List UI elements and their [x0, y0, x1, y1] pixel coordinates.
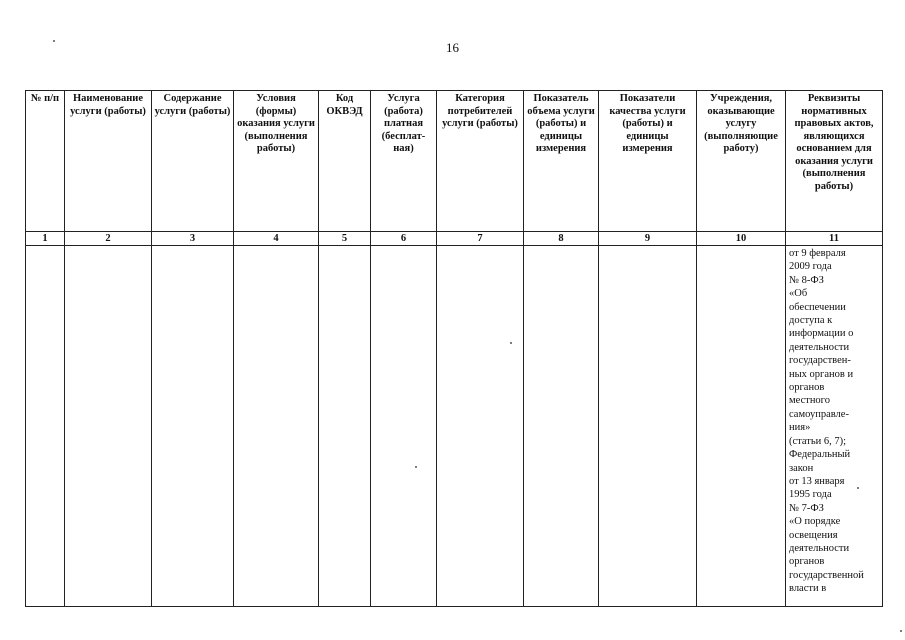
- legal-basis-line: Федеральный: [789, 449, 851, 461]
- legal-basis-line: от 9 февраля: [789, 248, 846, 259]
- legal-basis-line: информации о: [789, 328, 854, 340]
- header-conditions: Условия (формы) оказания услуги (выполнения работы): [234, 91, 319, 232]
- legal-basis-cell: [786, 246, 883, 607]
- legal-basis-line: государствен-: [789, 355, 851, 367]
- legal-basis-line: деятельности: [789, 542, 850, 554]
- legal-basis-line: № 8-ФЗ: [789, 274, 824, 286]
- legal-basis-line: ния»: [789, 422, 811, 434]
- scan-speck: [900, 630, 902, 632]
- legal-basis-line: от 13 января: [789, 475, 845, 487]
- column-number: 1: [26, 232, 65, 246]
- legal-basis-line: освещения: [789, 529, 838, 541]
- header-okved-code: Код ОКВЭД: [319, 91, 371, 232]
- header-number: № п/п: [26, 91, 65, 232]
- legal-basis-line: 2009 года: [789, 261, 832, 273]
- legal-basis-line: органов: [789, 382, 825, 394]
- header-legal-acts: Реквизиты нормативных правовых актов, являющихся основанием для оказания услуги (выполнения работы): [786, 91, 883, 232]
- header-institutions: Учреждения, оказывающие услугу (выполняющие работу): [697, 91, 786, 232]
- legal-basis-line: № 7-ФЗ: [789, 502, 824, 514]
- legal-basis-line: местного: [789, 395, 830, 407]
- table-cell: [319, 246, 371, 607]
- page-number: 16: [446, 40, 459, 55]
- column-number: 10: [697, 232, 786, 246]
- legal-basis-line: доступа к: [789, 315, 833, 327]
- legal-basis-line: власти в: [789, 583, 827, 595]
- table-cell: [26, 246, 65, 607]
- column-number: 5: [319, 232, 371, 246]
- column-number: 8: [524, 232, 599, 246]
- header-service-content: Содержание услуги (работы): [152, 91, 234, 232]
- table-cell: [65, 246, 152, 607]
- table-row: [26, 246, 883, 607]
- legal-basis-line: деятельности: [789, 341, 850, 353]
- legal-basis-line: органов: [789, 556, 825, 568]
- legal-basis-line: самоуправле-: [789, 408, 849, 420]
- table-cell: [697, 246, 786, 607]
- header-volume-indicator: Показатель объема услуги (работы) и единицы измерения: [524, 91, 599, 232]
- column-number: 2: [65, 232, 152, 246]
- column-number: 11: [786, 232, 883, 246]
- table-cell: [152, 246, 234, 607]
- column-number: 3: [152, 232, 234, 246]
- legal-basis-line: «Об: [789, 288, 808, 300]
- header-row: [26, 91, 883, 232]
- table-cell: [524, 246, 599, 607]
- legal-basis-line: 1995 года: [789, 489, 832, 501]
- header-paid-free: Услуга (работа) платная (бесплат- ная): [371, 91, 437, 232]
- legal-basis-line: ных органов и: [789, 368, 854, 380]
- header-quality-indicators: Показатели качества услуги (работы) и единицы измерения: [599, 91, 697, 232]
- legal-basis-line: (статьи 6, 7);: [789, 435, 847, 447]
- table-cell: [599, 246, 697, 607]
- table-cell: [371, 246, 437, 607]
- table-cell: [234, 246, 319, 607]
- table-cell: [437, 246, 524, 607]
- legal-basis-line: закон: [789, 462, 814, 474]
- column-number: 7: [437, 232, 524, 246]
- scan-speck: [53, 40, 55, 42]
- column-number: 4: [234, 232, 319, 246]
- header-service-name: Наименование услуги (работы): [65, 91, 152, 232]
- column-number: 6: [371, 232, 437, 246]
- services-table: [25, 90, 883, 607]
- legal-basis-line: государственной: [789, 569, 864, 581]
- column-number: 9: [599, 232, 697, 246]
- legal-basis-line: обеспечении: [789, 301, 846, 313]
- header-consumer-category: Категория потребителей услуги (работы): [437, 91, 524, 232]
- legal-basis-line: «О порядке: [789, 516, 841, 528]
- column-number-row: [26, 232, 883, 246]
